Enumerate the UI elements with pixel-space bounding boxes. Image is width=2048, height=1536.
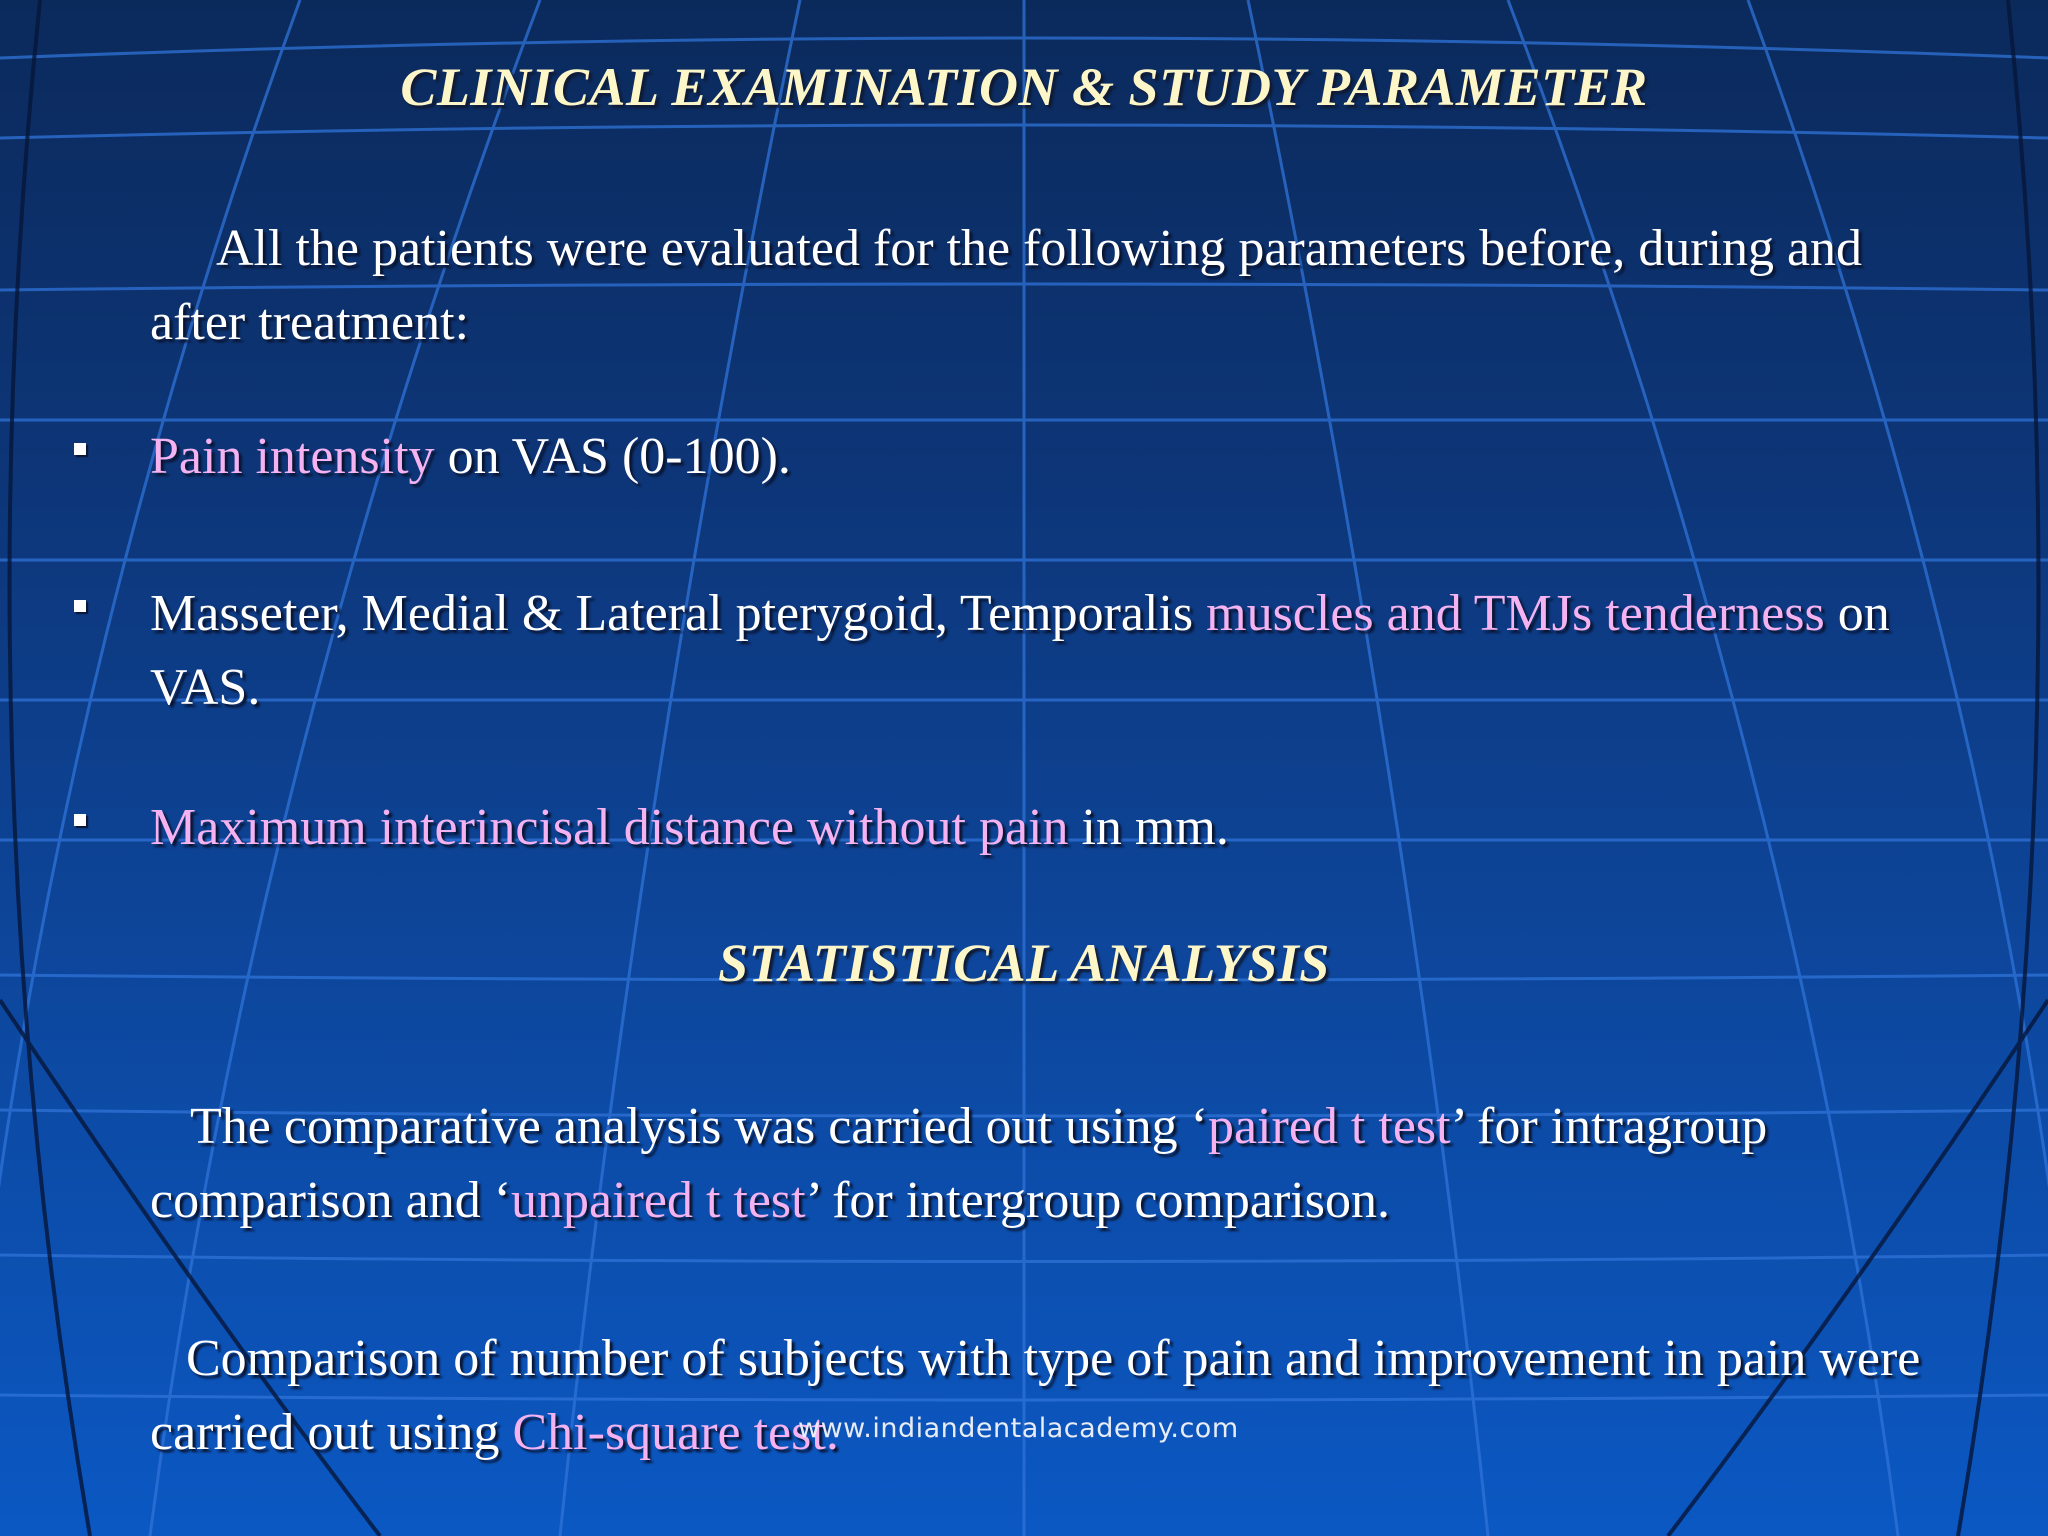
analysis-paragraph-chi-square: [150, 1322, 1980, 1470]
bullet-highlight: muscles and TMJs tenderness: [1206, 585, 1825, 642]
bullet-marker: [74, 814, 86, 826]
bullet-marker: [74, 600, 86, 612]
bullet-item-interincisal-distance: [150, 791, 1960, 865]
bullet-text: Masseter, Medial & Lateral pterygoid, Temporalis: [150, 585, 1207, 642]
analysis-highlight: Chi-square test.: [512, 1404, 839, 1461]
analysis-paragraph-t-test: [150, 1090, 1950, 1238]
watermark-url: www.indiandentalacademy.com: [798, 1413, 1239, 1444]
bullet-item-muscle-tenderness: [150, 577, 1960, 725]
analysis-text: ’ for intergroup comparison.: [805, 1172, 1390, 1229]
bullet-text: on VAS.: [150, 585, 1890, 716]
bullet-text: on VAS (0-100).: [434, 428, 791, 485]
intro-paragraph: [150, 212, 1960, 360]
analysis-highlight: unpaired t test: [511, 1172, 806, 1229]
analysis-text: ’ for intragroup comparison and ‘: [150, 1098, 1768, 1229]
slide-title: CLINICAL EXAMINATION & STUDY PARAMETER: [400, 57, 1648, 117]
analysis-highlight: paired t test: [1208, 1098, 1451, 1155]
analysis-text: Comparison of number of subjects with type of pain and improvement in pain were carried out using: [150, 1330, 1921, 1461]
bullet-text: in mm.: [1068, 799, 1229, 856]
bullet-item-pain-intensity: [150, 420, 1960, 494]
bullet-highlight: Maximum interincisal distance without pain: [150, 799, 1069, 856]
bullet-marker: [74, 443, 86, 455]
bullet-highlight: Pain intensity: [150, 428, 435, 485]
analysis-text: The comparative analysis was carried out using ‘: [190, 1098, 1208, 1155]
section-title: STATISTICAL ANALYSIS: [718, 933, 1330, 993]
intro-text: All the patients were evaluated for the following parameters before, during and after treatment:: [150, 220, 1863, 351]
